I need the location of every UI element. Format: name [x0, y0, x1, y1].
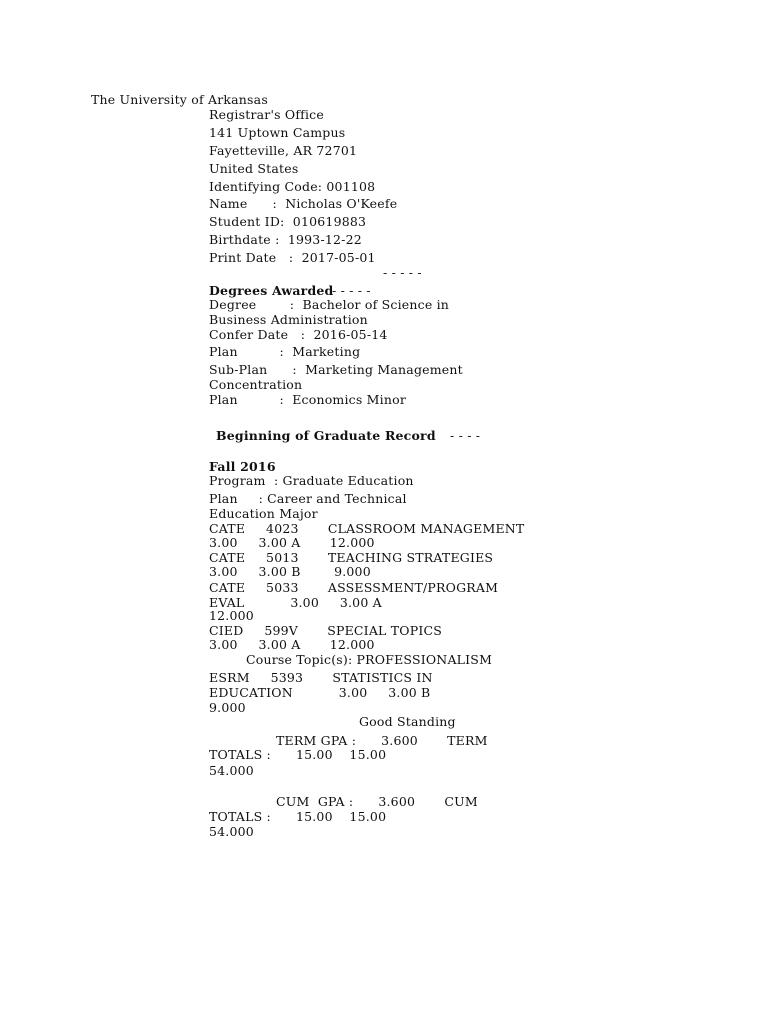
- cum-totals-line: TOTALS : 15.00 15.00: [209, 809, 387, 824]
- course-grade-line: 3.00 3.00 B 9.000: [209, 564, 371, 579]
- cum-points: 54.000: [209, 824, 254, 839]
- course-points-line: 12.000: [209, 608, 254, 623]
- confer-date: Confer Date : 2016-05-14: [209, 327, 388, 342]
- plan-line-continued: Education Major: [209, 506, 318, 521]
- degree-line-continued: Business Administration: [209, 312, 368, 327]
- degrees-heading: Degrees Awarded: [209, 283, 334, 298]
- term-points: 54.000: [209, 763, 254, 778]
- term-gpa-line: TERM GPA : 3.600 TERM: [276, 733, 488, 748]
- print-date: Print Date : 2017-05-01: [209, 250, 376, 265]
- program-line: Program : Graduate Education: [209, 473, 414, 488]
- term-totals-line: TOTALS : 15.00 15.00: [209, 747, 387, 762]
- subplan-line: Sub-Plan : Marketing Management: [209, 362, 463, 377]
- term-heading: Fall 2016: [209, 459, 276, 474]
- address-country: United States: [209, 161, 299, 176]
- plan-marketing: Plan : Marketing: [209, 344, 361, 359]
- degrees-heading-dashes: - - - - -: [332, 283, 371, 298]
- university-name: The University of Arkansas: [91, 92, 268, 107]
- course-topic: Course Topic(s): PROFESSIONALISM: [246, 652, 493, 667]
- degree-line: Degree : Bachelor of Science in: [209, 297, 450, 312]
- plan-economics: Plan : Economics Minor: [209, 392, 407, 407]
- subplan-line-continued: Concentration: [209, 377, 303, 392]
- registrar-office: Registrar's Office: [209, 107, 324, 122]
- course-line: CATE 5013 TEACHING STRATEGIES: [209, 550, 494, 565]
- cum-gpa-line: CUM GPA : 3.600 CUM: [276, 794, 478, 809]
- course-grade-line: EVAL 3.00 3.00 A: [209, 595, 382, 610]
- course-line: CATE 5033 ASSESSMENT/PROGRAM: [209, 580, 499, 595]
- course-line: ESRM 5393 STATISTICS IN: [209, 670, 433, 685]
- address-city: Fayetteville, AR 72701: [209, 143, 358, 158]
- student-id: Student ID: 010619883: [209, 214, 367, 229]
- graduate-record-dashes: - - - -: [450, 428, 481, 443]
- student-name: Name : Nicholas O'Keefe: [209, 196, 398, 211]
- academic-standing: Good Standing: [359, 714, 456, 729]
- course-grade-line: 3.00 3.00 A 12.000: [209, 535, 375, 550]
- course-grade-line: 3.00 3.00 A 12.000: [209, 637, 375, 652]
- address-street: 141 Uptown Campus: [209, 125, 346, 140]
- course-line: CATE 4023 CLASSROOM MANAGEMENT: [209, 521, 525, 536]
- course-line: CIED 599V SPECIAL TOPICS: [209, 623, 442, 638]
- graduate-record-heading: Beginning of Graduate Record: [216, 428, 436, 443]
- birthdate: Birthdate : 1993-12-22: [209, 232, 362, 247]
- header-dashes: - - - - -: [383, 265, 422, 280]
- course-grade-line: EDUCATION 3.00 3.00 B: [209, 685, 431, 700]
- course-points-line: 9.000: [209, 700, 246, 715]
- identifying-code: Identifying Code: 001108: [209, 179, 376, 194]
- plan-line: Plan : Career and Technical: [209, 491, 407, 506]
